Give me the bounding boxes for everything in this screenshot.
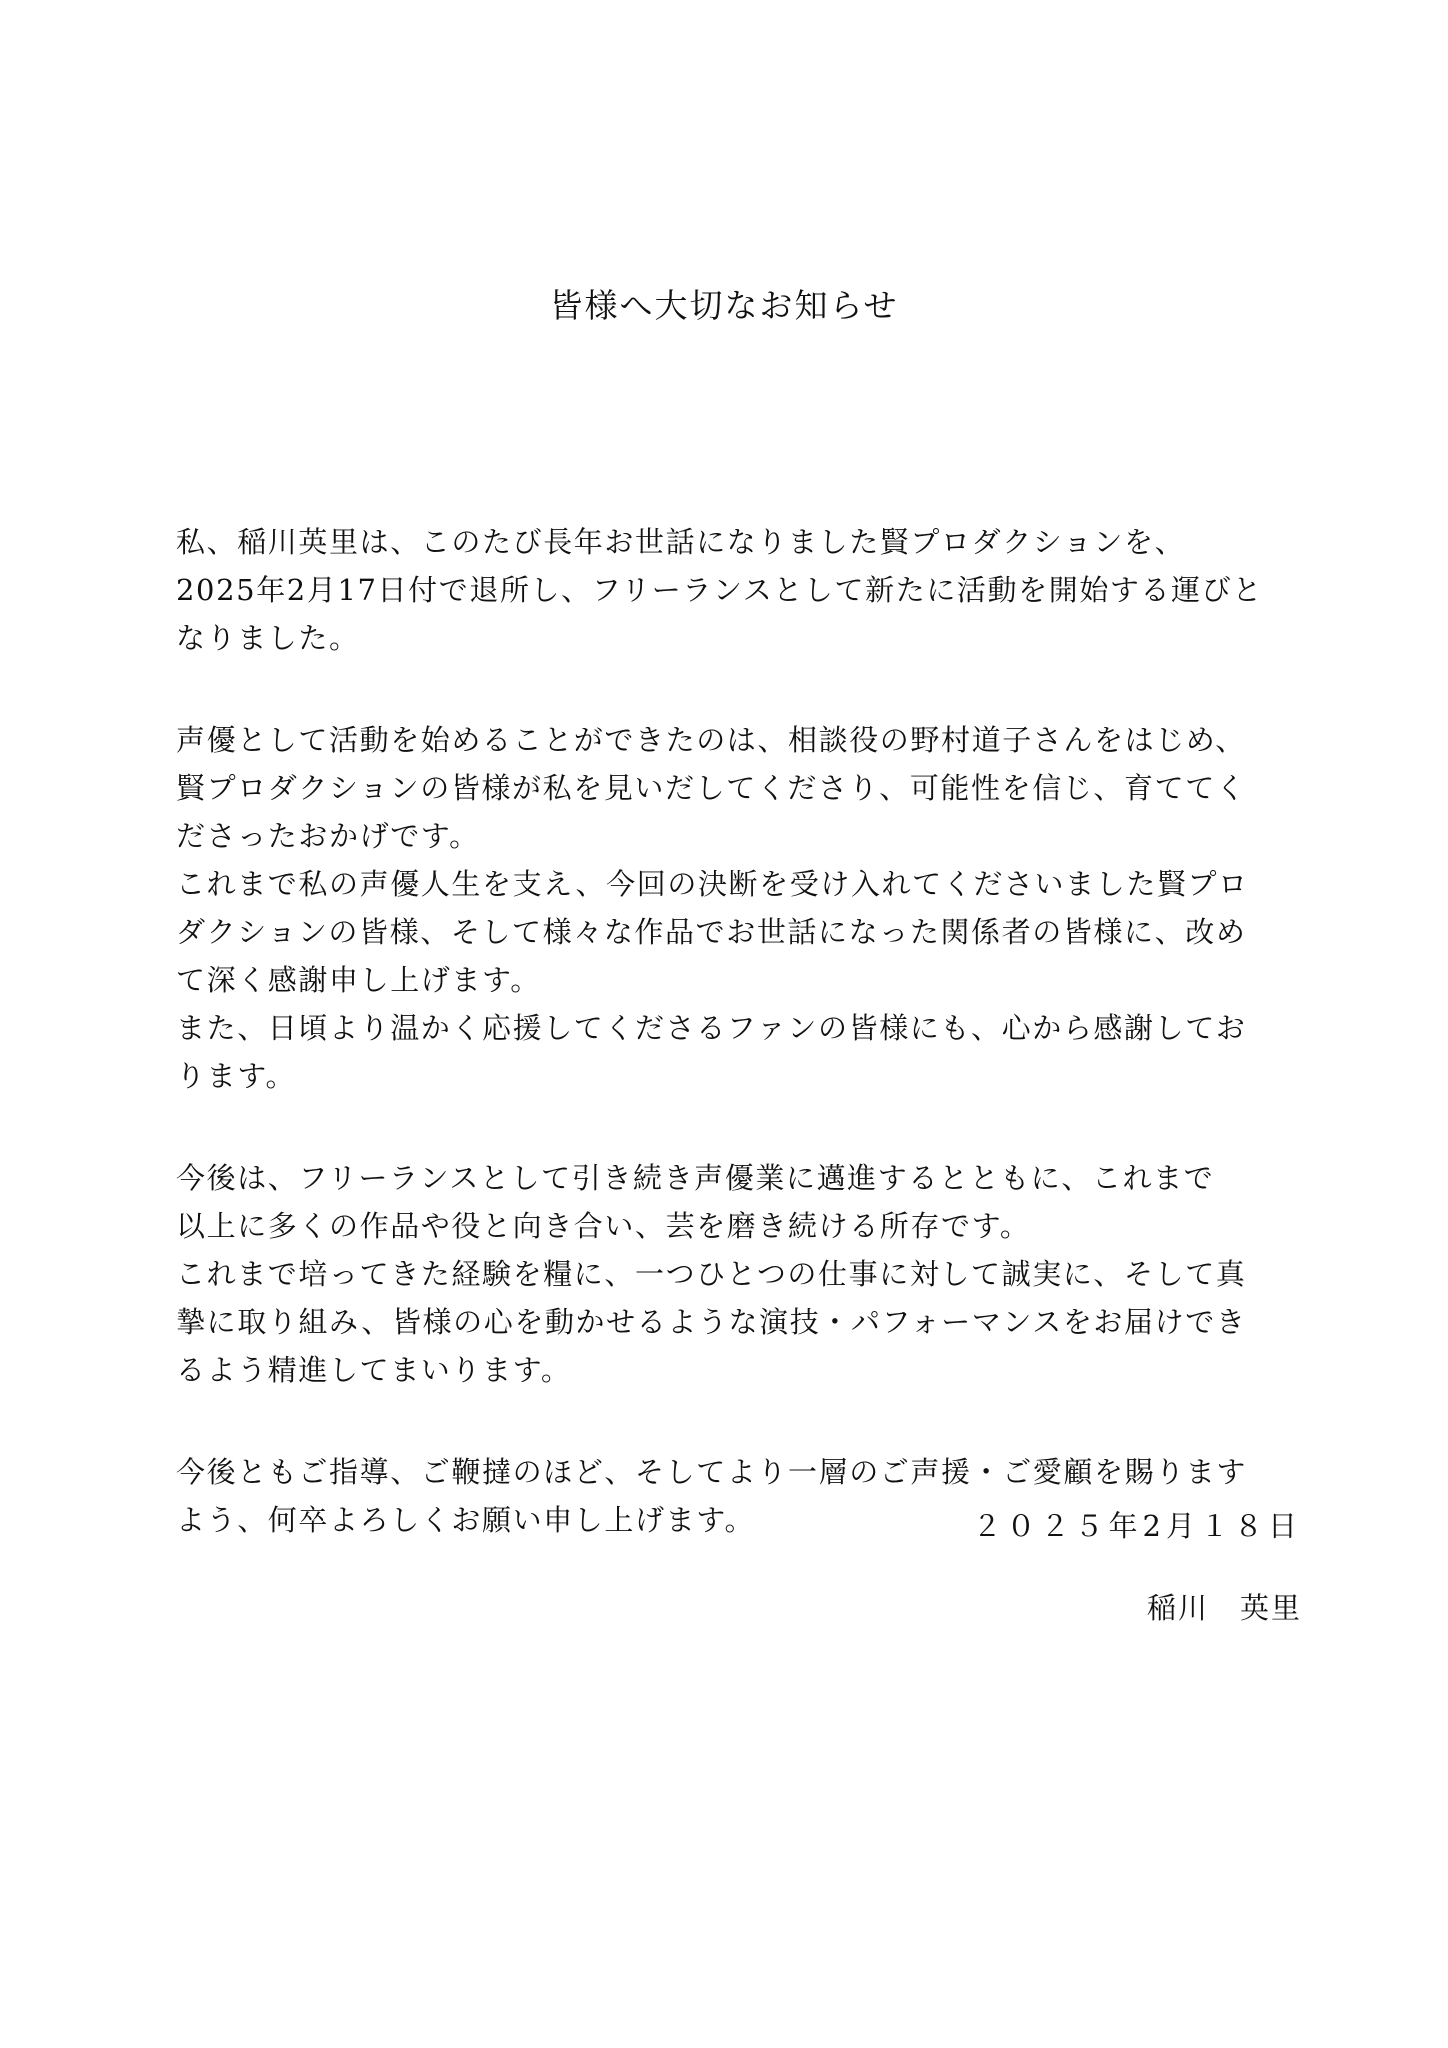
text-line: て深く感謝申し上げます。 — [176, 963, 541, 997]
text-line: また、日頃より温かく応援してくださるファンの皆様にも、心から感謝してお — [176, 1011, 1247, 1045]
paragraph-1 — [176, 518, 1306, 662]
text-line: これまで私の声優人生を支え、今回の決断を受け入れてくださいました賢プロ — [176, 867, 1249, 901]
paragraph-2 — [176, 716, 1306, 1100]
text-line: これまで培ってきた経験を糧に、一つひとつの仕事に対して誠実に、そして真 — [176, 1257, 1247, 1291]
text-line: 2025年2月17日付で退所し、フリーランスとして新たに活動を開始する運びと — [176, 573, 1263, 607]
notice-date: ２０２５年2月１８日 — [972, 1509, 1302, 1543]
text-line: 摯に取り組み、皆様の心を動かせるような演技・パフォーマンスをお届けでき — [176, 1305, 1247, 1339]
text-line: ります。 — [176, 1059, 297, 1093]
notice-body — [176, 518, 1306, 1544]
text-line: 以上に多くの作品や役と向き合い、芸を磨き続ける所存です。 — [176, 1209, 1031, 1243]
text-line: なりました。 — [176, 621, 360, 655]
paragraph-3 — [176, 1154, 1306, 1394]
text-line: ださったおかげです。 — [176, 819, 480, 853]
text-line: 声優として活動を始めることができたのは、相談役の野村道子さんをはじめ、 — [176, 723, 1246, 757]
notice-title: 皆様へ大切なお知らせ — [549, 286, 899, 325]
text-line: ダクションの皆様、そして様々な作品でお世話になった関係者の皆様に、改め — [176, 915, 1247, 949]
text-line: 今後ともご指導、ご鞭撻のほど、そしてより一層のご声援・ご愛顧を賜ります — [176, 1455, 1248, 1489]
text-line: るよう精進してまいります。 — [176, 1353, 572, 1387]
text-line: 今後は、フリーランスとして引き続き声優業に邁進するとともに、これまで — [176, 1161, 1215, 1195]
text-line: 賢プロダクションの皆様が私を見いだしてくださり、可能性を信じ、育ててく — [176, 771, 1247, 805]
text-line: よう、何卒よろしくお願い申し上げます。 — [176, 1503, 756, 1537]
text-line: 私、稲川英里は、このたび長年お世話になりました賢プロダクションを、 — [176, 525, 1186, 559]
signature: 稲川 英里 — [1146, 1591, 1302, 1625]
